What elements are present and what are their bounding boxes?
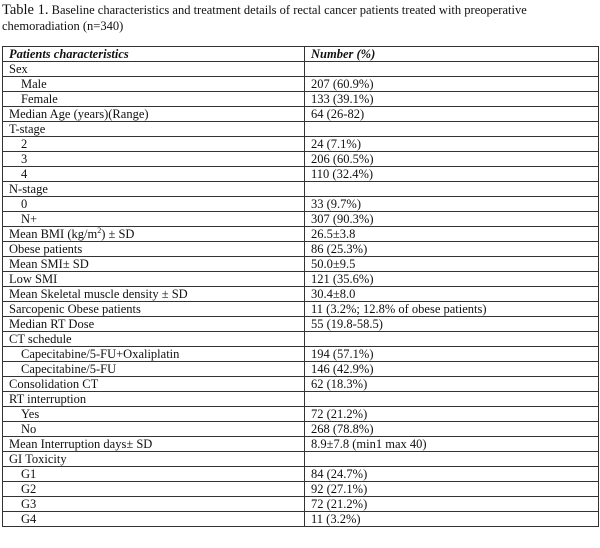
table-row	[3, 62, 599, 77]
row-label: 4	[3, 167, 305, 182]
table-row	[3, 212, 599, 227]
table-row	[3, 77, 599, 92]
row-label: CT schedule	[3, 332, 305, 347]
table-row	[3, 497, 599, 512]
row-label: Sex	[3, 62, 305, 77]
row-value: 194 (57.1%)	[305, 347, 599, 362]
table-number: Table 1.	[2, 2, 49, 18]
row-value	[305, 332, 599, 347]
row-label: Female	[3, 92, 305, 107]
row-value: 92 (27.1%)	[305, 482, 599, 497]
table-body	[3, 62, 599, 527]
table-row	[3, 287, 599, 302]
table-row	[3, 167, 599, 182]
table-row	[3, 422, 599, 437]
table-row	[3, 257, 599, 272]
row-label: 3	[3, 152, 305, 167]
table-row	[3, 467, 599, 482]
row-label: G4	[3, 512, 305, 527]
row-value: 86 (25.3%)	[305, 242, 599, 257]
row-label: Mean Interruption days± SD	[3, 437, 305, 452]
row-value: 8.9±7.8 (min1 max 40)	[305, 437, 599, 452]
row-value	[305, 122, 599, 137]
characteristics-table	[2, 46, 599, 527]
table-caption-text: Baseline characteristics and treatment details of rectal cancer patients treated with preoperative chemoradiation (n=340)	[2, 3, 527, 33]
row-value: 26.5±3.8	[305, 227, 599, 242]
row-value: 11 (3.2%)	[305, 512, 599, 527]
row-label: G3	[3, 497, 305, 512]
row-label: Male	[3, 77, 305, 92]
row-label: Mean BMI $(kg/m^2)$ ± SD	[3, 227, 305, 242]
table-row	[3, 272, 599, 287]
row-label: Capecitabine/5-FU+Oxaliplatin	[3, 347, 305, 362]
row-label: N-stage	[3, 182, 305, 197]
row-value: 72 (21.2%)	[305, 407, 599, 422]
row-value	[305, 62, 599, 77]
header-number: Number (%)	[305, 47, 599, 62]
row-value	[305, 452, 599, 467]
row-value: 64 (26-82)	[305, 107, 599, 122]
header-characteristics: Patients characteristics	[3, 47, 305, 62]
table-row	[3, 407, 599, 422]
row-value: 30.4±8.0	[305, 287, 599, 302]
row-value: 84 (24.7%)	[305, 467, 599, 482]
row-label: N+	[3, 212, 305, 227]
table-row	[3, 347, 599, 362]
row-label: Consolidation CT	[3, 377, 305, 392]
table-row	[3, 197, 599, 212]
table-row	[3, 302, 599, 317]
table-row	[3, 452, 599, 467]
row-label: Yes	[3, 407, 305, 422]
table-row	[3, 392, 599, 407]
row-label: Sarcopenic Obese patients	[3, 302, 305, 317]
row-value: 50.0±9.5	[305, 257, 599, 272]
row-label: RT interruption	[3, 392, 305, 407]
row-value: 121 (35.6%)	[305, 272, 599, 287]
table-row	[3, 242, 599, 257]
table-row	[3, 92, 599, 107]
table-row	[3, 107, 599, 122]
row-label: Median Age (years)(Range)	[3, 107, 305, 122]
row-value	[305, 182, 599, 197]
table-row	[3, 152, 599, 167]
row-value: 206 (60.5%)	[305, 152, 599, 167]
row-label: Obese patients	[3, 242, 305, 257]
table-row	[3, 122, 599, 137]
row-value	[305, 392, 599, 407]
row-label: Capecitabine/5-FU	[3, 362, 305, 377]
table-row	[3, 437, 599, 452]
row-value: 62 (18.3%)	[305, 377, 599, 392]
table-header-row	[3, 47, 599, 62]
row-label: 2	[3, 137, 305, 152]
row-value: 11 (3.2%; 12.8% of obese patients)	[305, 302, 599, 317]
table-row	[3, 482, 599, 497]
row-value: 110 (32.4%)	[305, 167, 599, 182]
row-value: 133 (39.1%)	[305, 92, 599, 107]
table-row	[3, 137, 599, 152]
row-value: 307 (90.3%)	[305, 212, 599, 227]
row-label: G1	[3, 467, 305, 482]
row-value: 33 (9.7%)	[305, 197, 599, 212]
row-value: 72 (21.2%)	[305, 497, 599, 512]
table-row	[3, 227, 599, 242]
row-label: T-stage	[3, 122, 305, 137]
row-label: Median RT Dose	[3, 317, 305, 332]
row-value: 55 (19.8-58.5)	[305, 317, 599, 332]
table-caption	[2, 2, 592, 34]
row-label: Mean Skeletal muscle density ± SD	[3, 287, 305, 302]
table-row	[3, 377, 599, 392]
row-label: G2	[3, 482, 305, 497]
table-row	[3, 317, 599, 332]
row-label: No	[3, 422, 305, 437]
row-value: 207 (60.9%)	[305, 77, 599, 92]
table-row	[3, 332, 599, 347]
row-value: 24 (7.1%)	[305, 137, 599, 152]
row-label: 0	[3, 197, 305, 212]
table-row	[3, 362, 599, 377]
row-value: 268 (78.8%)	[305, 422, 599, 437]
row-label: GI Toxicity	[3, 452, 305, 467]
table-row	[3, 182, 599, 197]
row-label: Low SMI	[3, 272, 305, 287]
table-row	[3, 512, 599, 527]
row-label: Mean SMI± SD	[3, 257, 305, 272]
row-value: 146 (42.9%)	[305, 362, 599, 377]
